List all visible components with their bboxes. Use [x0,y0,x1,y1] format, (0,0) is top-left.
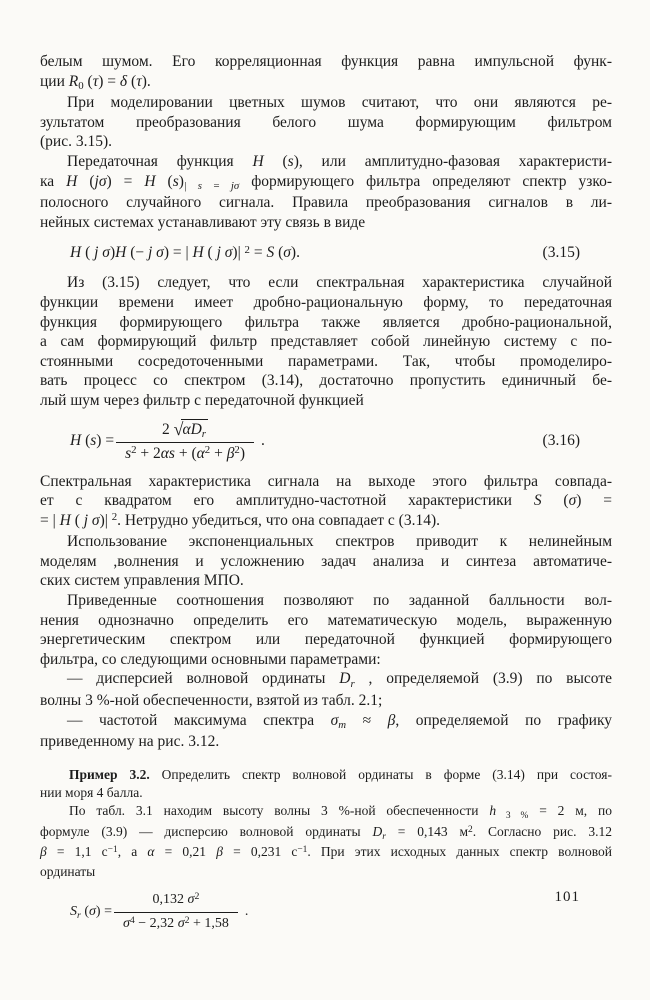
para-output-spectrum [40,472,612,533]
page-number: 101 [554,889,580,905]
text-line [40,571,612,591]
text-segment: −1 [107,845,118,856]
text-segment: σ [330,711,339,729]
text-segment: s [287,152,294,170]
text-line [40,711,612,733]
text-segment: Использование экспоненциальных спектров приводит к нелинейным [67,533,612,551]
text-segment: волны 3 %-ной обеспеченности, взятой из табл. 2.1; [40,692,383,710]
text-line [40,591,612,611]
text-segment: + ( [174,444,197,462]
text-segment: ских систем управления МПО. [40,572,244,590]
text-segment: Пример 3.2. [69,766,150,782]
text-segment: δ [119,72,128,90]
text-segment: r [382,831,386,842]
text-segment: αs [160,444,175,462]
text-segment: 2 [184,914,190,926]
text-line [40,273,612,293]
text-segment: ). [141,72,151,90]
equation-3-16-lhs [70,432,114,450]
text-segment: белым шумом. Его корреляционная функция равна импульсной функ- [40,53,612,70]
equation-3-16-period: . [261,432,265,449]
text-line [40,511,612,533]
text-segment: 2 [131,444,137,457]
text-segment: моделям ,волнения и усложнению задач анализа и синтеза автоматиче- [40,552,612,570]
text-line [40,72,612,94]
text-line [40,193,612,213]
text-line [40,732,612,752]
text-segment: m [338,718,347,731]
text-segment: R [68,72,79,90]
equation-3-16 [40,418,612,465]
text-segment: ( [81,243,95,261]
text-segment: Спектральная характеристика сигнала на выходе этого фильтра совпада- [40,472,612,490]
text-segment: . Согласно рис. 3.12 [472,823,612,839]
text-segment: ( [541,492,569,510]
text-segment: (рис. 3.15). [40,133,112,151]
numerator-prefix [162,421,174,438]
fraction [116,418,254,465]
text-segment: 2 [162,420,174,438]
text-segment: 0,132 [152,891,188,907]
text-segment: а сам формирующий фильтр представляет собой линейную систему с по- [40,333,612,351]
text-segment: 2 [234,444,240,457]
text-segment: формуле (3.9) — дисперсию волновой ординаты [40,823,373,839]
text-segment: 0 [78,79,84,92]
text-line [40,52,612,72]
text-segment: ). [290,243,300,261]
text-line [40,611,612,631]
text-segment: + 2 [136,444,161,462]
para-white-noise [40,52,612,93]
text-segment: −1 [297,845,308,856]
text-segment: s [90,432,97,449]
text-segment: , определяемой по графику [395,711,612,729]
text-segment: . При этих исходных данных спектр волновой [307,844,612,859]
text-segment: ( [83,72,93,90]
text-segment: S [266,243,275,261]
text-segment: r [77,910,81,922]
text-line [40,823,612,843]
text-segment: β [387,711,396,729]
text-segment: ( [263,152,288,170]
text-segment: H [66,172,78,190]
text-segment: h [489,803,497,819]
text-segment: Определить спектр волновой ординаты в форме (3.14) при состоя- [149,766,613,782]
text-segment: σ [283,243,291,261]
text-segment: β [40,844,47,859]
text-line [40,293,612,313]
para-color-noise [40,93,612,152]
para-wave-model-params [40,591,612,669]
text-segment: ( [80,904,89,920]
text-line [40,784,612,802]
text-line [40,491,612,511]
text-segment: H [115,243,127,261]
text-segment: H [70,243,82,261]
text-segment: 2 [468,824,473,835]
equation-3-16-number: (3.16) [542,432,580,449]
text-segment: , а [117,844,148,859]
text-segment: σ [122,915,130,931]
text-segment: α [147,844,155,859]
text-line [40,332,612,352]
text-segment: j σ [83,511,100,529]
text-segment: ) = | [163,243,193,261]
text-segment: H [144,172,156,190]
text-segment: σ [187,891,195,907]
list-item-spectrum-max-frequency [40,711,612,752]
text-segment: σ [568,492,577,510]
para-rational-spectrum [40,273,612,410]
text-segment: ) = [576,492,612,510]
text-segment: = 0,21 [154,844,217,859]
text-segment: 2 [244,243,250,256]
text-segment: фильтра, со следующими основными параметрами: [40,650,381,668]
text-segment: S [70,904,77,920]
text-line [40,213,612,233]
text-segment: ( [203,243,217,261]
text-segment: 4 [129,914,135,926]
text-segment: ет с квадратом его амплитудно-частотной характеристики [40,492,534,510]
equation-wave-spectrum-lhs [70,904,112,920]
text-segment: энергетическим спектром или передаточной функцией формирующего [40,631,612,649]
radicand [181,419,208,441]
text-segment: σ [177,915,185,931]
text-line [40,669,612,691]
text-segment: стоянными сосредоточенными параметрами. Так, чтобы промоделиро- [40,352,612,370]
text-line [40,352,612,372]
text-segment: H [252,152,264,170]
text-segment: ( [155,172,173,190]
text-segment: лый шум через фильтр с передаточной функцией [40,391,364,409]
text-segment: ≈ [346,711,388,729]
text-segment: S [533,492,542,510]
text-segment: + 1,58 [189,915,229,931]
text-line [40,863,612,881]
text-segment: 2 [111,511,118,524]
text-segment: ( [77,172,95,190]
text-segment: ции [40,72,69,90]
example-3-2-statement [40,766,612,803]
text-segment: , определяемой (3.9) по высоте [354,670,612,688]
text-segment: нейных системах устанавливают эту связь в виде [40,213,366,231]
text-segment: = 0,231 с [222,844,298,859]
equation-3-15 [40,241,612,264]
text-line [40,802,612,822]
text-segment: ( [70,511,84,529]
text-line [40,93,612,113]
text-segment: H [59,511,71,529]
fraction-denominator [114,912,238,935]
text-segment: ( [127,72,137,90]
text-line [40,630,612,650]
text-segment: τ [92,72,99,90]
text-segment: ), или амплитудно-фазовая характеристи- [293,152,612,170]
text-segment: ка [40,172,67,190]
text-segment: τ [136,72,142,90]
text-segment: 2 [204,444,211,457]
text-segment: зультатом преобразования белого шума формирующим фильтром [40,113,612,131]
text-segment: ) = [98,72,120,90]
text-line [40,172,612,194]
text-line [40,391,612,411]
text-segment: β [216,844,223,859]
text-segment: ) [178,172,184,190]
text-segment: − 2,32 [134,915,178,931]
text-line [40,371,612,391]
text-segment: )| [99,511,112,529]
text-segment: | s = jσ [183,179,240,192]
text-segment: ( [274,243,284,261]
text-segment: — дисперсией волновой ординаты [67,670,340,688]
text-segment: Приведенные соотношения позволяют по заданной балльности вол- [67,592,612,610]
list-item-dispersion [40,669,612,710]
text-segment: ординаты [40,864,96,880]
text-segment: (− [126,243,148,261]
text-segment: ) = [96,432,115,449]
text-segment: Передаточная функция [67,152,253,170]
text-segment: По табл. 3.1 находим высоту волны 3 %-ной обеспеченности [69,803,490,819]
text-segment: = | [40,511,60,529]
text-line [40,532,612,552]
text-line [40,552,612,572]
text-segment: j σ [94,243,110,261]
para-exponential-spectra [40,532,612,591]
text-segment: ) = [95,904,112,920]
text-segment: σ [89,904,96,920]
text-segment: . Нетрудно убедиться, что она совпадает с (3.14). [117,511,441,529]
text-segment: ) = [106,172,145,190]
text-segment: s [125,444,132,462]
text-line [40,766,612,784]
text-segment: D [372,823,383,839]
text-segment: = [249,243,267,261]
radical-icon: √ [173,418,184,439]
equation-wave-spectrum [40,890,612,935]
fraction-numerator [153,418,217,442]
text-segment: Из (3.15) следует, что если спектральная характеристика случайной [67,274,612,292]
equation-wave-spectrum-period: . [244,904,249,920]
page-content [40,52,612,935]
text-segment: вать процесс со спектром (3.14), достаточно пропустить единичный бе- [40,372,612,390]
text-segment: αD [182,420,202,438]
text-segment: ( [81,432,91,449]
text-segment: функции времени имеет дробно-рациональную форму, то передаточная [40,293,612,311]
text-segment: При моделировании цветных шумов считают, что они являются ре- [67,94,612,112]
text-segment: полосного случайного сигнала. Правила преобразования сигналов в ли- [40,194,612,212]
square-root [173,418,208,440]
text-line [40,132,612,152]
text-segment: )| [232,243,245,261]
text-segment: j σ [216,243,233,261]
text-segment: функция формирующего фильтра также является дробно-рациональной, [40,313,612,331]
text-segment: формирующего фильтра определяют спектр узко- [239,172,613,190]
text-line [40,691,612,711]
text-segment: нии моря 4 балла. [40,785,143,801]
text-segment: r [201,427,207,440]
text-line [40,152,612,172]
text-segment: s [172,172,179,190]
text-segment: 3 % [496,811,529,822]
text-segment: нения однозначно определить его математическую модель, выраженную [40,611,612,629]
text-line [40,650,612,670]
example-3-2-solution [40,802,612,881]
equation-3-15-body [70,244,300,262]
text-segment: = 1,1 с [46,844,108,859]
text-segment: j σ [147,243,164,261]
text-segment: приведенному на рис. 3.12. [40,733,220,751]
text-segment: jσ [94,172,107,190]
text-segment: D [339,670,351,688]
text-segment: r [350,677,355,690]
para-transfer-function [40,152,612,232]
text-line [40,113,612,133]
text-segment: α [196,444,205,462]
text-segment: + [210,444,227,462]
text-segment: ) [239,444,246,462]
text-line [40,313,612,333]
text-segment: — частотой максимума спектра [67,711,331,729]
text-segment: H [70,432,82,449]
fraction [114,890,238,935]
text-segment: = 0,143 м [385,823,469,839]
text-segment: H [192,243,204,261]
text-segment: β [226,444,235,462]
text-segment: = 2 м, по [528,803,613,819]
text-segment: 2 [194,890,200,902]
fraction-denominator [116,442,254,465]
equation-3-15-number: (3.15) [542,243,580,261]
text-line [40,472,612,492]
text-segment: ) [109,243,116,261]
fraction-numerator [144,890,209,912]
text-line [40,843,612,863]
